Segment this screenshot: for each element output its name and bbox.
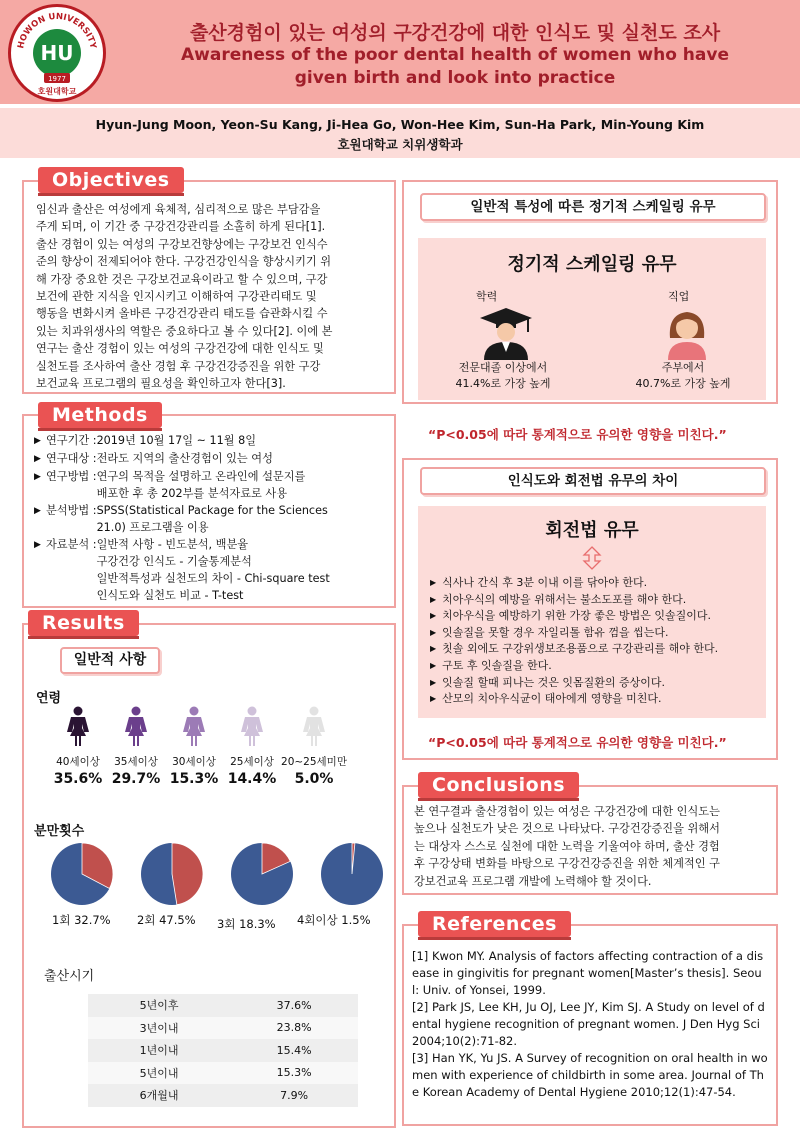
methods-heading: Methods: [38, 402, 162, 428]
education-result-line1: 전문대졸 이상에서: [458, 361, 548, 374]
age-label: 연령: [36, 691, 62, 706]
conclusions-heading: Conclusions: [418, 772, 579, 798]
table-row: [88, 1062, 358, 1085]
rotation-item: ▶ 칫솔 외에도 구강위생보조용품으로 구강관리를 해야 한다.: [430, 641, 760, 658]
pie-slice-value: [172, 843, 203, 905]
objectives-text: [36, 201, 386, 392]
timing-name: 3년이내: [88, 1017, 230, 1040]
table-row: [88, 1017, 358, 1040]
births-pie: [231, 843, 293, 905]
general-info-subheading: 일반적 사항: [60, 647, 160, 674]
objectives-line: 준의 향상이 전제되어야 한다. 구강건강인식을 향상시키기 위: [36, 255, 332, 269]
authors: Hyun-Jung Moon, Yeon-Su Kang, Ji-Hea Go, Won-Hee Kim, Sun-Ha Park, Min-Young Kim: [95, 117, 705, 132]
rotation-item: ▶ 식사나 간식 후 3분 이내 이를 닦아야 한다.: [430, 575, 760, 592]
references-heading: References: [418, 911, 571, 937]
logo-year: 1977: [48, 75, 66, 83]
timing-label: 출산시기: [44, 969, 95, 984]
bullet-triangle-icon: ▶: [34, 436, 41, 446]
affiliation: 호원대학교 치위생학과: [337, 137, 463, 152]
methods-item: [34, 536, 384, 604]
job-result-line2: 40.7%로 가장 높게: [635, 377, 731, 390]
education-result: [428, 360, 578, 392]
scaling-header: 일반적 특성에 따른 정기적 스케일링 유무: [420, 193, 766, 221]
methods-item-value: 일반적 사항 - 빈도분석, 백분율 구강건강 인식도 - 기술통계분석 일반적특성과 실천도의 차이 - Chi-square test 인식도와 실천도 비교 - T-test: [96, 538, 330, 602]
bullet-triangle-icon: ▶: [34, 472, 41, 482]
methods-list: [34, 432, 384, 604]
age-group-percent: 5.0%: [294, 771, 334, 787]
age-group-name: 40세이상: [56, 756, 100, 768]
objectives-line: 행동을 변화시켜 올바른 구강건강관리 태도를 습관화시킬 수: [36, 307, 328, 321]
woman-person-icon: [65, 706, 91, 746]
housewife-icon: [664, 308, 710, 360]
scaling-significance-note: “P<0.05에 따라 통계적으로 유의한 영향을 미친다.”: [428, 427, 727, 442]
woman-person-icon: [239, 706, 265, 746]
timing-percent: 15.3%: [230, 1062, 358, 1085]
logo-arc-text: HOWON UNIVERSITY: [16, 11, 98, 50]
title-korean: 출산경험이 있는 여성의 구강건강에 대한 인식도 및 실천도 조사: [189, 22, 721, 44]
education-result-line2: 41.4%로 가장 높게: [455, 377, 551, 390]
timing-percent: 15.4%: [230, 1039, 358, 1062]
objectives-line: 보건에 관한 지식을 인지시키고 이해하여 구강관리태도 및: [36, 290, 317, 304]
methods-item-key: 연구방법 :: [46, 470, 97, 483]
rotation-item: ▶ 치아우식의 예방을 위해서는 불소도포를 해야 한다.: [430, 592, 760, 609]
births-pie: [321, 843, 383, 905]
reference-item: [1] Kwon MY. Analysis of factors affecting contraction of a disease in gingivitis for pregnant women[Master’s thesis]. Seoul: Univ. of Yonsei, 1999.: [412, 949, 764, 997]
births-pie-label: 3회 18.3%: [217, 917, 276, 931]
table-row: [88, 1084, 358, 1107]
methods-item-key: 자료분석 :: [46, 538, 97, 551]
reference-item: [3] Han YK, Yu JS. A Survey of recognition on oral health in women with experience of childbirth in some area. Journal of The Korean Academy of Dental Hygiene 2010;12(1):47-54.: [412, 1051, 768, 1099]
logo-mark: HU: [40, 41, 74, 65]
rotation-item: ▶ 치아우식을 예방하기 위한 가장 좋은 방법은 잇솔질이다.: [430, 608, 760, 625]
education-label: 학력: [476, 290, 498, 303]
objectives-line: 임신과 출산은 여성에게 육체적, 심리적으로 많은 부담감을: [36, 203, 321, 216]
age-group-percent: 15.3%: [169, 771, 219, 787]
university-logo: [8, 4, 106, 102]
age-group-percent: 35.6%: [53, 771, 103, 787]
title-english-line2: given birth and look into practice: [294, 68, 616, 88]
rotation-items-list: [430, 575, 760, 708]
rotation-item: ▶ 구토 후 잇솔질을 한다.: [430, 658, 760, 675]
table-row: [88, 1039, 358, 1062]
age-group-name: 35세이상: [114, 756, 158, 768]
objectives-line: 있는 치과위생사의 역할은 중요하다고 볼 수 있다[2]. 이에 본: [36, 324, 333, 338]
logo-korean-name: 호원대학교: [37, 87, 77, 96]
births-pie: [51, 843, 113, 905]
births-pie-label: 2회 47.5%: [137, 913, 196, 927]
objectives-line: 연구는 출산 경험이 있는 여성의 구강건강에 대한 인식도 및: [36, 342, 324, 356]
results-heading: Results: [28, 610, 139, 636]
objectives-heading: Objectives: [38, 167, 184, 193]
rotation-title: 회전법 유무: [545, 520, 639, 541]
timing-name: 6개월내: [88, 1084, 230, 1107]
objectives-line: 주게 되며, 이 기간 중 구강건강관리를 소홀히 하게 된다[1].: [36, 220, 326, 234]
births-label: 분만횟수: [34, 824, 85, 839]
age-group: [278, 706, 350, 787]
conclusions-text: [414, 803, 770, 890]
bullet-triangle-icon: ▶: [34, 506, 41, 516]
methods-item-key: 분석방법 :: [46, 504, 97, 517]
age-group-percent: 14.4%: [227, 771, 277, 787]
conclusions-line: 후 구강상태 변화를 바탕으로 구강건강증진을 위한 체계적인 구: [414, 857, 720, 871]
rotation-significance-note: “P<0.05에 따라 통계적으로 유의한 영향을 미친다.”: [428, 735, 727, 750]
births-pie-label: 1회 32.7%: [52, 913, 111, 927]
age-group-percent: 29.7%: [111, 771, 161, 787]
title-english-line1: Awareness of the poor dental health of women who have: [181, 45, 729, 65]
methods-item: [34, 450, 384, 468]
methods-item-value: 전라도 지역의 출산경험이 있는 여성: [96, 452, 273, 465]
conclusions-line: 강보건교육 프로그램 개발에 노력해야 할 것이다.: [414, 874, 652, 888]
woman-person-icon: [123, 706, 149, 746]
timing-percent: 7.9%: [230, 1084, 358, 1107]
woman-person-icon: [301, 706, 327, 746]
timing-percent: 37.6%: [230, 994, 358, 1017]
references-list: [412, 948, 768, 1101]
methods-item-value: 2019년 10월 17일 ~ 11월 8일: [96, 434, 257, 447]
rotation-header: 인식도와 회전법 유무의 차이: [420, 467, 766, 495]
bullet-triangle-icon: ▶: [34, 454, 41, 464]
timing-name: 1년이내: [88, 1039, 230, 1062]
job-result-line1: 주부에서: [661, 361, 705, 374]
title-english: [110, 44, 800, 90]
rotation-item: ▶ 잇솔질 할때 피나는 것은 잇몸질환의 증상이다.: [430, 675, 760, 692]
methods-item-value: 연구의 목적을 설명하고 온라인에 설문지를 배포한 후 총 202부를 분석자료로 사용: [96, 470, 306, 500]
scaling-panel: [418, 238, 766, 400]
graduate-icon: [478, 306, 534, 360]
scaling-title: 정기적 스케일링 유무: [507, 254, 677, 275]
woman-person-icon: [181, 706, 207, 746]
reference-item: [2] Park JS, Lee KH, Ju OJ, Lee JY, Kim SJ. A Study on level of dental hygiene recognition of pregnant women. J Den Hyg Sci 2004;10(2):71-82.: [412, 1000, 765, 1048]
job-result: [608, 360, 758, 392]
births-pie-label: 4회이상 1.5%: [297, 913, 371, 927]
methods-item: [34, 468, 384, 502]
bullet-triangle-icon: ▶: [34, 540, 41, 550]
timing-percent: 23.8%: [230, 1017, 358, 1040]
objectives-line: 해 가장 중요한 것은 구강보건교육이라고 할 수 있으며, 구강: [36, 272, 328, 286]
births-pie: [141, 843, 203, 905]
conclusions-line: 는 대상자 스스로 실천에 대한 노력을 기울여야 하며, 출산 경험: [414, 839, 720, 853]
births-pie-charts: [44, 838, 404, 918]
conclusions-line: 본 연구결과 출산경험이 있는 여성은 구강건강에 대한 인식도는: [414, 805, 720, 818]
age-group-name: 20~25세미만: [281, 756, 347, 768]
updown-arrow-icon: [582, 546, 602, 570]
timing-table: [88, 994, 358, 1107]
rotation-item: ▶ 잇솔질을 못할 경우 자일리톨 함유 껌을 씹는다.: [430, 625, 760, 642]
age-group-name: 30세이상: [172, 756, 216, 768]
job-label: 직업: [668, 290, 690, 303]
methods-item-key: 연구기간 :: [46, 434, 97, 447]
objectives-line: 실천도를 조사하여 출산 경험 후 구강건강증진을 위한 구강: [36, 359, 321, 373]
rotation-item: ▶ 산모의 치아우식균이 태아에게 영향을 미친다.: [430, 691, 760, 708]
methods-item: [34, 502, 384, 536]
methods-item: [34, 432, 384, 450]
methods-item-key: 연구대상 :: [46, 452, 97, 465]
methods-item-value: SPSS(Statistical Package for the Sciences 21.0) 프로그램을 이용: [96, 504, 328, 534]
objectives-line: 출산 경험이 있는 여성의 구강보건향상에는 구강보건 인식수: [36, 237, 328, 251]
objectives-line: 보건교육 프로그램의 필요성을 확인하고자 한다[3].: [36, 377, 286, 391]
conclusions-line: 높으나 실천도가 낮은 것으로 나타났다. 구강건강증진을 위해서: [414, 822, 720, 836]
timing-name: 5년이후: [88, 994, 230, 1017]
timing-name: 5년이내: [88, 1062, 230, 1085]
table-row: [88, 994, 358, 1017]
age-group-name: 25세이상: [230, 756, 274, 768]
